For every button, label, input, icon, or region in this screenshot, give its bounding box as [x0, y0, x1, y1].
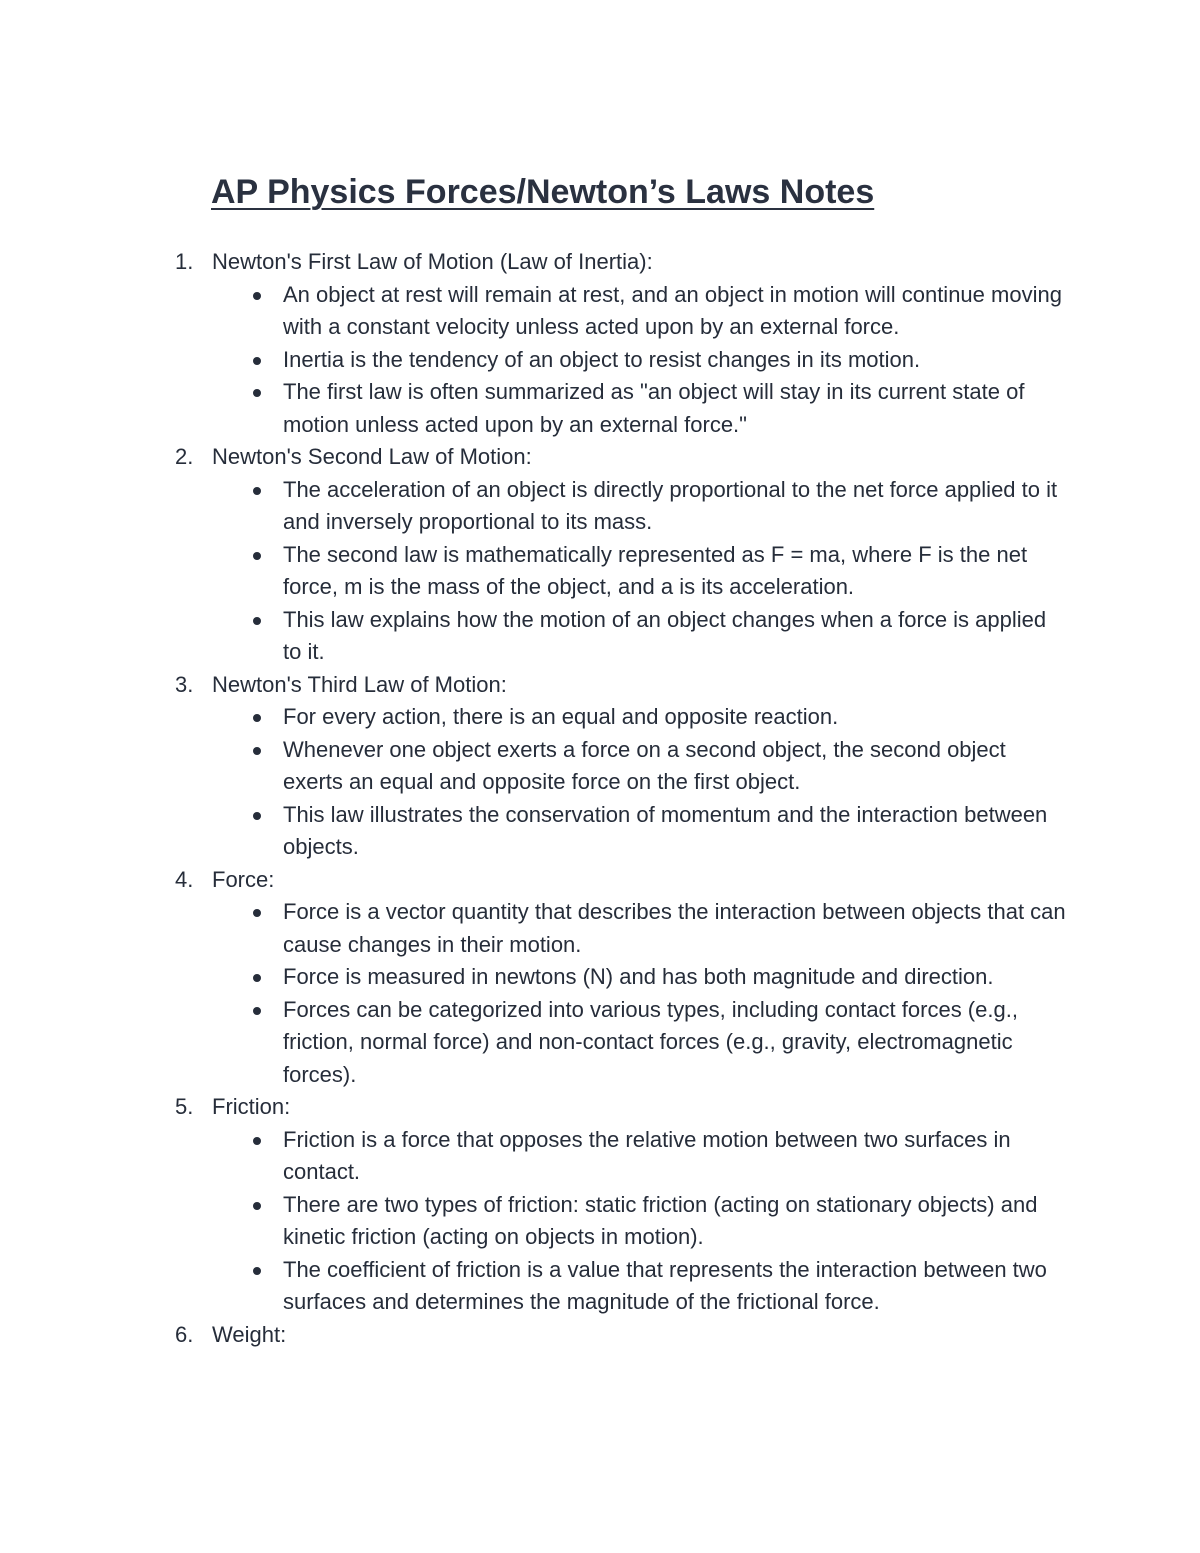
bullet-item	[283, 344, 1068, 377]
section-heading: Force:	[212, 866, 275, 892]
bullet-text: Friction is a force that opposes the relative motion between two surfaces in contact.	[283, 1126, 1011, 1184]
bullet-dot-icon	[253, 747, 261, 755]
section-force	[0, 864, 1200, 1092]
document-title: AP Physics Forces/Newton’s Laws Notes	[211, 173, 875, 211]
bullet-dot-icon	[253, 909, 261, 917]
bullet-item	[283, 1254, 1068, 1319]
section-heading: Friction:	[212, 1094, 291, 1119]
bullet-text: The acceleration of an object is directly proportional to the net force applied to it and inversely proportional to its mass.	[283, 476, 1058, 534]
bullet-text: For every action, there is an equal and opposite reaction.	[283, 704, 839, 729]
bullet-dot-icon	[253, 1267, 261, 1275]
section-heading: Weight:	[212, 1321, 287, 1347]
bullet-text: The first law is often summarized as "an object will stay in its current state of motion unless acted upon by an external force."	[283, 379, 1025, 437]
bullet-text: The coefficient of friction is a value that represents the interaction between two surfaces and determines the magnitude of the frictional force.	[283, 1256, 1047, 1314]
bullet-text: An object at rest will remain at rest, and an object in motion will continue moving with a constant velocity unless acted upon by an external force.	[283, 281, 1062, 339]
bullet-item	[283, 539, 1068, 604]
bullet-item	[283, 799, 1068, 864]
bullet-text: Whenever one object exerts a force on a second object, the second object exerts an equal and opposite force on the first object.	[283, 736, 1006, 794]
bullet-text: Force is measured in newtons (N) and has both magnitude and direction.	[283, 964, 994, 989]
section-number: 5.	[175, 1094, 194, 1119]
bullet-list	[0, 896, 1200, 1091]
bullet-dot-icon	[253, 389, 261, 397]
bullet-item	[283, 1124, 1068, 1189]
bullet-item	[283, 961, 1068, 994]
bullet-text: This law explains how the motion of an object changes when a force is applied to it.	[283, 606, 1047, 664]
bullet-list	[0, 474, 1200, 669]
bullet-item	[283, 701, 1068, 734]
section-number: 6.	[175, 1321, 194, 1347]
section-first-law	[0, 246, 1200, 441]
bullet-item	[283, 734, 1068, 799]
bullet-item	[283, 604, 1068, 669]
section-heading: Newton's Second Law of Motion:	[212, 444, 532, 469]
bullet-dot-icon	[253, 357, 261, 365]
bullet-dot-icon	[253, 292, 261, 300]
bullet-item	[283, 896, 1068, 961]
bullet-list	[0, 1124, 1200, 1319]
section-third-law	[0, 669, 1200, 864]
bullet-text: Forces can be categorized into various types, including contact forces (e.g., friction, normal force) and non-contact forces (e.g., gravity, electromagnetic forces).	[283, 996, 1018, 1087]
section-number: 2.	[175, 444, 194, 469]
section-second-law	[0, 441, 1200, 669]
section-number: 4.	[175, 866, 194, 892]
bullet-item	[283, 1189, 1068, 1254]
notes-list	[0, 246, 1200, 1351]
bullet-text: The second law is mathematically represented as F = ma, where F is the net force, m is the mass of the object, and a is its acceleration.	[283, 541, 1028, 599]
section-number: 1.	[175, 249, 194, 274]
bullet-dot-icon	[253, 714, 261, 722]
section-number: 3.	[175, 671, 194, 697]
bullet-item	[283, 994, 1068, 1092]
bullet-item	[283, 474, 1068, 539]
bullet-list	[0, 279, 1200, 442]
bullet-dot-icon	[253, 1202, 261, 1210]
section-heading: Newton's Third Law of Motion:	[212, 671, 507, 697]
bullet-text: Force is a vector quantity that describes the interaction between objects that can cause changes in their motion.	[283, 899, 1066, 957]
section-friction	[0, 1091, 1200, 1319]
bullet-text: There are two types of friction: static friction (acting on stationary objects) and kinetic friction (acting on objects in motion).	[283, 1191, 1038, 1249]
bullet-dot-icon	[253, 487, 261, 495]
bullet-list	[0, 701, 1200, 864]
bullet-dot-icon	[253, 974, 261, 982]
bullet-dot-icon	[253, 1137, 261, 1145]
bullet-dot-icon	[253, 1007, 261, 1015]
bullet-text: This law illustrates the conservation of momentum and the interaction between objects.	[283, 801, 1048, 859]
bullet-dot-icon	[253, 552, 261, 560]
bullet-dot-icon	[253, 812, 261, 820]
bullet-text: Inertia is the tendency of an object to resist changes in its motion.	[283, 346, 921, 372]
section-heading: Newton's First Law of Motion (Law of Inertia):	[212, 249, 653, 274]
bullet-dot-icon	[253, 617, 261, 625]
section-weight	[0, 1319, 1200, 1352]
bullet-item	[283, 279, 1068, 344]
bullet-item	[283, 376, 1068, 441]
